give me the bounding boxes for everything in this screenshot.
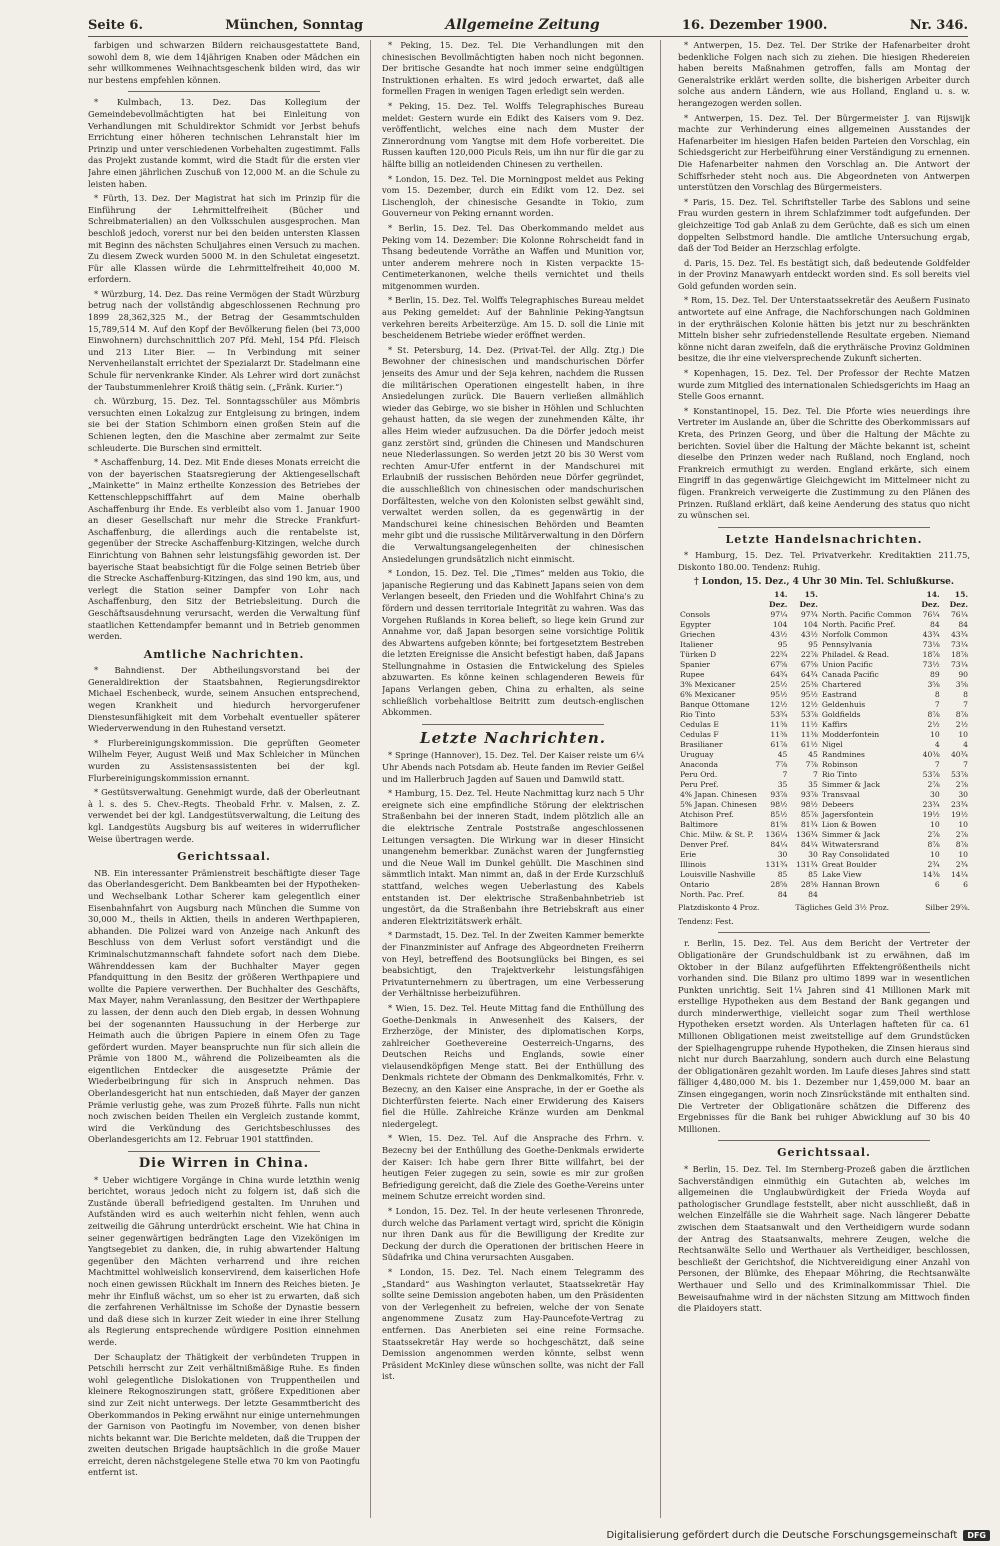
- security-name: Simmer & Jack: [821, 780, 881, 790]
- market-row: [678, 880, 970, 890]
- article: Der Schauplatz der Thätigkeit der verbündeten Truppen in Petschili herrscht zur Zeit verhältnißmäßige Ruhe. Es finden wohl gelegentliche Dislokationen von Truppentheilen und kleinere Rekognoszirungen statt, größere Expeditionen aber sind zur Zeit nicht unterwegs. Der letzte Gesammtbericht des Oberkommandos in Peking erwähnt nur einige unternehmungen der Garnison von Paotingfu im November, von denen bisher nichts bekannt war. Die Berichte meldeten, daß die Truppen der zweiten deutschen Brigade hauptsächlich in die große Mauer erreicht, deren nächstgelegene Stelle etwa 70 km von Paotingfu entfernt ist.: [88, 1351, 360, 1478]
- masthead: Allgemeine Zeitung: [445, 17, 600, 33]
- price-cell: 64¾: [800, 670, 818, 680]
- price-cell: 43¾: [922, 630, 940, 640]
- security-name: Ontario: [680, 880, 710, 890]
- market-tendency: Tendenz: Fest.: [678, 916, 734, 926]
- price-cell: 90: [958, 670, 968, 680]
- price-cell: 73¼: [950, 660, 968, 670]
- price-cell: 76¼: [922, 610, 940, 620]
- price-cell: 53⅞: [922, 770, 940, 780]
- security-name: Great Boulder: [821, 860, 877, 870]
- price-cell: 2¾: [955, 860, 968, 870]
- price-cell: 10: [958, 730, 968, 740]
- price-cell: 2½: [927, 720, 940, 730]
- market-row: [678, 750, 970, 760]
- price-cell: 43½: [770, 630, 788, 640]
- section-heading: Die Wirren in China.: [138, 1156, 310, 1172]
- market-row: [678, 640, 970, 650]
- market-row: [678, 810, 970, 820]
- price-cell: 35: [808, 780, 818, 790]
- price-cell: 2½: [955, 720, 968, 730]
- price-cell: 93⅞: [770, 790, 788, 800]
- page-number: Seite 6.: [88, 17, 143, 33]
- market-row: [678, 860, 970, 870]
- market-body: [678, 610, 970, 900]
- section-heading: Amtliche Nachrichten.: [143, 647, 305, 661]
- article: * Berlin, 15. Dez. Tel. Das Oberkommando meldet aus Peking vom 14. Dezember: Die Kolonne Rohrscheidt fand in Thsang bedeutende Vorräthe an Waffen und Munition vor, unter anderem mehrere noch in Kisten verpackte 15-Centimeterkanonen, welche theils vernichtet und theils mitgenommen wurden.: [382, 222, 644, 291]
- price-cell: 3⅝: [927, 680, 940, 690]
- price-cell: 28⅝: [770, 880, 788, 890]
- security-name: Transvaal: [821, 790, 860, 800]
- security-name: North. Pacific Pref.: [821, 620, 896, 630]
- article: * London, 15. Dez. Tel. In der heute verlesenen Thronrede, durch welche das Parlament vertagt wird, spricht die Königin nur ihren Dank aus für die Bewilligung der Kredite zur Deckung der durch die Operationen der britischen Heere in Südafrika und China verursachten Ausgaben.: [382, 1206, 644, 1263]
- market-heading: † London, 15. Dez., 4 Uhr 30 Min. Tel. Schlußkurse.: [693, 576, 954, 587]
- article: * London, 15. Dez. Tel. Nach einem Telegramm des „Standard“ aus Washington verlautet, Staatssekretär Hay sollte seine Demission angeboten haben, um den Präsidenten von der Verlegenheit zu befreien, welche der von Senate angenommene Zusatz zum Hay-Pauncefote-Vertrag zu entfernen. Das Anerbieten sei eine reine Formsache. Staatssekretär Hay werde so hochgeschätzt, daß seine Demission angenommen werden könnte, selbst wenn Präsident McKinley diese wünschen sollte, was nicht der Fall ist.: [382, 1266, 644, 1382]
- issue-number: Nr. 346.: [909, 17, 968, 33]
- section-heading: Letzte Handelsnachrichten.: [725, 532, 923, 546]
- price-cell: 95½: [770, 690, 788, 700]
- price-cell: 6: [934, 880, 940, 890]
- section-heading: Letzte Nachrichten.: [420, 728, 606, 747]
- price-cell: 22¾: [770, 650, 788, 660]
- security-name: 5% Japan. Chinesen: [680, 800, 757, 810]
- column-2: [382, 40, 644, 1520]
- security-name: Peru Ord.: [680, 770, 718, 780]
- article: * Antwerpen, 15. Dez. Tel. Der Strike der Hafenarbeiter droht bedenkliche Folgen nach sich zu ziehen. Die hiesigen Rhedereien haben bereits Maßnahmen getroffen, falls am Montag der Generalstrike erklärt werden sollte, die bisherigen Arbeiter durch solche aus andern Ländern, wie aus Holland, England u. s. w. herangezogen werden sollen.: [678, 40, 970, 108]
- price-cell: 73¼: [950, 640, 968, 650]
- separator: [128, 91, 320, 92]
- article: * Paris, 15. Dez. Tel. Schriftsteller Tarbe des Sablons und seine Frau wurden gestern in ihrem Schlafzimmer todt aufgefunden. Der gleichzeitige Tod gab Anlaß zu dem Gerüchte, daß es sich um einen doppelten Selbstmord handle. Die amtliche Untersuchung ergab, daß der Tod Beider an Herzschlag erfolgte.: [678, 196, 970, 254]
- price-cell: 8⅞: [927, 840, 940, 850]
- market-row: [678, 690, 970, 700]
- page-footer: [560, 1528, 990, 1542]
- security-name: 6% Mexicaner: [680, 690, 736, 700]
- market-row: [678, 770, 970, 780]
- price-cell: 28⅝: [800, 880, 818, 890]
- market-table: [678, 590, 970, 900]
- article: * Kopenhagen, 15. Dez. Tel. Der Professor der Rechte Matzen wurde zum Mitglied des internationalen Schiedsgerichts im Haag an Stelle Goos ernannt.: [678, 368, 970, 402]
- price-cell: 98½: [800, 800, 818, 810]
- security-name: Consols: [680, 610, 711, 620]
- market-row: [678, 720, 970, 730]
- price-cell: 40⅜: [922, 750, 940, 760]
- price-cell: 84¼: [770, 840, 788, 850]
- price-cell: 4: [963, 740, 968, 750]
- price-cell: 8⅞: [955, 840, 968, 850]
- market-row: [678, 800, 970, 810]
- market-col-header: 15. Dez.: [799, 590, 818, 610]
- price-cell: 43½: [800, 630, 818, 640]
- column-1: [88, 40, 360, 1520]
- security-name: Lake View: [821, 870, 862, 880]
- security-name: Egypter: [680, 620, 711, 630]
- price-cell: 84: [958, 620, 968, 630]
- security-name: Cedulas E: [680, 720, 719, 730]
- dfg-logo: DFG: [963, 1530, 990, 1541]
- market-row: [678, 710, 970, 720]
- price-cell: 2¾: [927, 860, 940, 870]
- market-row: [678, 780, 970, 790]
- security-name: Atchison Pref.: [680, 810, 734, 820]
- security-name: Pennsylvania: [821, 640, 873, 650]
- market-row: [678, 840, 970, 850]
- security-name: Nigel: [821, 740, 843, 750]
- price-cell: 53⅞: [800, 710, 818, 720]
- price-cell: 85½: [770, 810, 788, 820]
- security-name: Kaffirs: [821, 720, 848, 730]
- price-cell: 7: [934, 700, 940, 710]
- article: * London, 15. Dez. Tel. Die Morningpost meldet aus Peking vom 15. Dezember, durch ein Edikt vom 12. Dez. sei Lischengloh, der chinesische Gesandte in Tokio, zum Gouverneur von Peking ernannt worden.: [382, 173, 644, 219]
- article: NB. Ein interessanter Prämienstreit beschäftigte dieser Tage das Oberlandesgericht. Dem Bankbeamten bei der Hypotheken- und Wechselbank Lothar Scherer kam gelegentlich einer Eisenbahnfahrt von Augsburg nach München die Summe von 30,000 M., theils in Aktien, theils in anderen Werthpapieren, abhanden. Die Polizei ward von Anzeige nach Ankunft des Beschluss von dem Verlust sofort verständigt und die Kriminalschutzmannschaft fahndete sofort nach dem Diebe. Währenddessen kam der Buchhalter Mayer gegen Pfandquittung in den Besitz der größeren Werthpapiere und wollte die Papiere verwerthen. Der Buchhalter des Geschäfts, Max Mayer, nahm Veranlassung, den Besitzer der Werthpapiere zu lassen, der denn auch den Dieb ergab, in dessen Wohnung bei der sogenannten Haussuchung in der Herberge zur Heimath auch die übrigen Papiere in einem Ofen zu Tage gefördert wurden. Mayer beanspruchte nun für sich allein die Prämie von 1800 M., während die Polizeibeamten als die eigentlichen Entdecker die ausgesetzte Prämie der Wiederbeibringung für sich in Anspruch nehmen. Das Oberlandesgericht hat nun entschieden, daß Mayer der ganzen Prämie verlustig gehe, was zum Prozeß führte. Falls nun nicht noch zwischen beiden Theilen ein Vergleich zustande kommt, wird die Verkündung des Gerichtsbeschlusses des Oberlandesgerichts am 12. Februar 1901 stattfinden.: [88, 867, 360, 1145]
- price-cell: 7: [963, 760, 968, 770]
- price-cell: 11⅜: [770, 730, 788, 740]
- separator: [718, 1140, 930, 1141]
- price-cell: 7: [813, 770, 818, 780]
- article: * Hamburg, 15. Dez. Tel. Heute Nachmittag kurz nach 5 Uhr ereignete sich eine empfindliche Störung der elektrischen Straßenbahn bei der inneren Stadt, indem plötzlich alle an die elektrische Zentrale Poststraße angeschlossenen Leitungen versagten. Die Wirkung war in dieser Hinsicht unangenehm bemerkbar. Zunächst waren der Jungfernstieg und die Neue Wall im Dunkel gehüllt. Die Maschinen sind sämmtlich intakt. Man nimmt an, daß in der Erde Kurzschluß stattfand, welches wegen Ueberlastung des Kabels entstanden ist. Der elektrische Straßenbahnbetrieb ist ungestört, da die Straßenbahn ihre Betriebskraft aus einer anderen Elektrizitätswerk erhält.: [382, 788, 644, 926]
- price-cell: 104: [772, 620, 788, 630]
- price-cell: 84: [930, 620, 940, 630]
- article: * Peking, 15. Dez. Tel. Die Verhandlungen mit den chinesischen Bevollmächtigten haben noch nicht begonnen. Der britische Gesandte hat noch immer seine endgültigen Instruktionen erhalten. Es wird jedoch erwartet, daß alle formellen Fragen in wenigen Tagen erledigt sein werden.: [382, 40, 644, 97]
- price-cell: 73⅛: [922, 640, 940, 650]
- market-row: [678, 680, 970, 690]
- price-cell: 53⅞: [950, 770, 968, 780]
- price-cell: 18⅞: [922, 650, 940, 660]
- market-daily-money: Tägliches Geld 3½ Proz.: [795, 903, 890, 913]
- price-cell: 76¼: [950, 610, 968, 620]
- price-cell: 2⅞: [955, 830, 968, 840]
- price-cell: 19½: [950, 810, 968, 820]
- security-name: 4% Japan. Chinesen: [680, 790, 757, 800]
- price-cell: 136¾: [795, 830, 818, 840]
- article: ch. Würzburg, 15. Dez. Tel. Sonntagsschüler aus Mömbris versuchten einen Lokalzug zur Entgleisung zu bringen, indem sie bei der Station Schimborn einen großen Stein auf die Schienen legten, den die Maschine aber zermalmt zur Seite schleuderte. Die Burschen sind ermittelt.: [88, 396, 360, 453]
- price-cell: 7⅞: [775, 760, 788, 770]
- column-rule: [370, 40, 371, 1518]
- security-name: Ray Consolidated: [821, 850, 890, 860]
- security-name: Canada Pacific: [821, 670, 879, 680]
- price-cell: 45: [777, 750, 788, 760]
- price-cell: 4: [934, 740, 940, 750]
- column-3: [678, 40, 970, 1520]
- security-name: Philadel. & Read.: [821, 650, 890, 660]
- article: * St. Petersburg, 14. Dez. (Privat-Tel. der Allg. Ztg.) Die Bewohner der chinesischen und mandschurischen Dörfer jenseits des Amur und der Seja kehren, nachdem die Russen die militärischen Operationen eingestellt haben, in ihre Ansiedelungen zurück. Die Bauern verließen allmählich wieder das Gebirge, wo sie bisher in Höhlen und Schluchten gehaust hatten, da sie wegen der zunehmenden Kälte, ihr alles Heim wieder aufzusuchen. Da die Dörfer jedoch meist ganz zerstört sind, gründen die Chinesen und Mandschuren neue Niederlassungen. So werden jetzt 20 bis 30 Werst vom rechten Amur-Ufer entfernt in der Mandschurei mit Erlaubniß der russischen Behörden neue Dörfer gegründet, die ausschließlich von chinesischen oder mandschurischen Dorfältesten, welche von den Kolonisten selbst gewählt sind, verwaltet werden sollen, da es gegenwärtig in der Mandschurei keine chinesischen Behörden und Beamten mehr gibt und die russische Militärverwaltung in den Dörfern die Verwaltungsangelegenheiten der chinesischen Ansiedelungen grundsätzlich nicht einmischt.: [382, 344, 644, 564]
- article: * Bahndienst. Der Abtheilungsvorstand bei der Generaldirektion der Staatsbahnen, Regierungsdirektor Michael Eschenbeck, wurde, seinem Ansuchen entsprechend, wegen Krankheit und hiedurch hervorgerufener Dienstesunfähigkeit mit dem Vorbehalt eventueller späterer Wiederverwendung in den Ruhestand versetzt.: [88, 665, 360, 734]
- article: * Rom, 15. Dez. Tel. Der Unterstaatssekretär des Aeußern Fusinato antwortete auf eine Anfrage, die Nachforschungen nach Goldminen in der erythräischen Kolonie hätten bis jetzt nur zu beschränkten Mitteln bisher sehr zufriedenstellende Resultate ergeben. Niemand könne nicht daran zweifeln, daß die erythräische Provinz Goldminen besitze, die ihr eine vielversprechende Zukunft sicherten.: [678, 295, 970, 364]
- price-cell: [942, 890, 970, 900]
- article: * Wien, 15. Dez. Tel. Auf die Ansprache des Frhrn. v. Bezecny bei der Enthüllung des Goethe-Denkmals erwiderte der Kaiser: Ich habe gern Ihrer Bitte willfahrt, bei der heutigen Feier zugegen zu sein, sowie es mir zur großen Befriedigung gereicht, daß die Ziele des Goethe-Vereins unter meinem Schutze erreicht worden sind.: [382, 1133, 644, 1202]
- price-cell: 7: [934, 760, 940, 770]
- security-name: Banque Ottomane: [680, 700, 750, 710]
- security-name: Türken D: [680, 650, 717, 660]
- price-cell: 10: [930, 730, 940, 740]
- security-name: 3% Mexicaner: [680, 680, 736, 690]
- price-cell: 30: [958, 790, 968, 800]
- security-name: Rio Tinto: [821, 770, 857, 780]
- market-row: [678, 740, 970, 750]
- market-discount: Platzdiskonto 4 Proz.: [678, 903, 760, 913]
- market-col-header: 15. Dez.: [949, 590, 968, 610]
- price-cell: 104: [803, 620, 818, 630]
- market-row: [678, 820, 970, 830]
- price-cell: 22⅞: [800, 650, 818, 660]
- security-name: Geldenhuis: [821, 700, 866, 710]
- price-cell: 7: [782, 770, 788, 780]
- market-col-header: 14. Dez.: [769, 590, 788, 610]
- price-cell: 2⅞: [927, 830, 940, 840]
- price-cell: 7: [963, 700, 968, 710]
- price-cell: 12½: [770, 700, 788, 710]
- price-cell: 84: [777, 890, 788, 900]
- security-name: Chic. Milw. & St. P.: [680, 830, 754, 840]
- article: * Peking, 15. Dez. Tel. Wolffs Telegraphisches Bureau meldet: Gestern wurde ein Edikt des Kaisers vom 9. Dez. veröffentlicht, welches eine nach dem Muster der Zinnerordnung vom Yangtse mit dem Hofe vorbereitet. Die Russen kauften 120,000 Piculs Reis, um ihn nur für die gar zu hälfte billig an notleidenden Chinesen zu vertheilen.: [382, 100, 644, 169]
- price-cell: 19½: [922, 810, 940, 820]
- security-name: Rupee: [680, 670, 705, 680]
- security-name: North. Pacific Common: [821, 610, 912, 620]
- price-cell: 67⅝: [800, 660, 818, 670]
- security-name: Uruguay: [680, 750, 714, 760]
- price-cell: 97¾: [800, 610, 818, 620]
- article: * Berlin, 15. Dez. Tel. Wolffs Telegraphisches Bureau meldet aus Peking gemeldet: Auf der Bahnlinie Peking-Yangtsun verkehren bereits Arbeiterzüge. Am 15. D. soll die Linie mit bescheidenem Betriebe wieder eröffnet werden.: [382, 295, 644, 341]
- price-cell: 30: [777, 850, 788, 860]
- security-name: Eastrand: [821, 690, 857, 700]
- price-cell: 131¾: [795, 860, 818, 870]
- market-row: [678, 890, 970, 900]
- price-cell: 43¾: [950, 630, 968, 640]
- article: * Kulmbach, 13. Dez. Das Kollegium der Gemeindebevollmächtigten hat bei Einleitung von Verhandlungen mit Schuldirektor Schmidt vor Jerbst behufs Errichtung einer höheren technischen Lehranstalt hier im Prinzip und unter verschiedenen Vorbehalten zugestimmt. Falls das Projekt zustande kommt, wird die Stadt für die ersten vier Jahre einen jährlichen Zuschuß von 12,000 M. an die Schule zu leisten haben.: [88, 97, 360, 189]
- market-row: [678, 670, 970, 680]
- security-name: Denver Pref.: [680, 840, 729, 850]
- security-name: Modderfontein: [821, 730, 880, 740]
- price-cell: 10: [958, 820, 968, 830]
- price-cell: 61½: [800, 740, 818, 750]
- article: r. Berlin, 15. Dez. Tel. Aus dem Bericht der Vertreter der Obligationäre der Grundschuldbank ist zu erwähnen, daß im Oktober in der Bilanz aufgeführten Effektengrößentheils nicht vorhanden sind. Die Bilanz pro ultimo 1899 war in wesentlichen Punkten unrichtig. Seit 1¼ Jahren sind 41 Millionen Mark mit erstellige Hypotheken aus dem Bestand der Bank gegangen und durch minderwerthige, vielleicht sogar zum Theil werthlose Hypotheken ersetzt worden. Als Unterlagen hafteten für ca. 61 Millionen Obligationen meist zweitstellige auf dem Grundstücken der Spielhagengruppe ruhende Hypotheken, die Zinsen hieraus sind nicht nur durch Baarzahlung, sondern auch durch eine Belastung der Obligationären gezahlt worden. Im Laufe dieses Jahres sind statt fälliger 4,480,000 M. bis 1. Dezember nur 1,459,000 M. baar an Zinsen eingegangen, worin noch Zinsrückstände mit enthalten sind. Die Vertreter der Obligationäre schätzen die Differenz des Ergebnisses für die Bank bei ruhiger Abwicklung auf 30 bis 40 Millionen.: [678, 938, 970, 1134]
- price-cell: 53¾: [770, 710, 788, 720]
- article: * Flurbereinigungskommission. Die geprüften Geometer Wilhelm Feyer, August Weiß und Max Schleicher in München wurden zu Assistensassistenten bei der kgl. Flurbereinigungskommission ernannt.: [88, 737, 360, 783]
- price-cell: 95: [777, 640, 788, 650]
- price-cell: 7⅞: [805, 760, 818, 770]
- article: * Springe (Hannover), 15. Dez. Tel. Der Kaiser reiste um 6¼ Uhr Abends nach Potsdam ab. Heute fanden im Revier Geißel und im Hallerbruch Jagden auf Sauen und Damwild statt.: [382, 750, 644, 784]
- price-cell: 84¼: [800, 840, 818, 850]
- article: * Antwerpen, 15. Dez. Tel. Der Bürgermeister J. van Rijswijk machte zur Verhinderung eines allgemeinen Ausstandes der Hafenarbeiter im hiesigen Hafen beiden Parteien den Vorschlag, ein Schiedsgericht zur Herbeiführung einer Verständigung zu ernennen. Die Hafenarbeiter nahmen den Vorschlag an. Die Antwort der Schiffsrheder steht noch aus. Die Abgeordneten von Antwerpen unterstützen den Vorschlag des Bürgermeisters.: [678, 112, 970, 193]
- security-name: Italiener: [680, 640, 713, 650]
- price-cell: 136¼: [765, 830, 788, 840]
- security-name: Anaconda: [680, 760, 719, 770]
- article: * Berlin, 15. Dez. Tel. Im Sternberg-Prozeß gaben die ärztlichen Sachverständigen einmüthig ein Gutachten ab, welches im allgemeinen die Unglaubwürdigkeit der Frieda Woyda auf pathologischer Grundlage feststellt, aber nicht ausschließt, daß in welchen Einzelfälle sie die Wahrheit sage. Nach längerer Debatte zwischen dem Staatsanwalt und den Vertheidigern wurde sodann der Antrag des Staatsanwalts, mehrere Zeugen, welche die Rechtsanwälte Sello und Werthauer als Vertheidiger, beschlossen, beschließt der Gerichtshof, die Nichtvereidigung einer Anzahl von Personen, der Blümke, des Ehepaar Möhring, die Rechtsanwälte Werthauer und Sello und des Kriminalkommissar Thiel. Die Beweisaufnahme wird in der nächsten Sitzung am Mittwoch finden die Plaidoyers statt.: [678, 1164, 970, 1314]
- price-cell: 95½: [800, 690, 818, 700]
- price-cell: 2⅞: [955, 780, 968, 790]
- price-cell: 23¾: [950, 800, 968, 810]
- market-header-row: [678, 590, 970, 610]
- article: d. Paris, 15. Dez. Tel. Es bestätigt sich, daß bedeutende Goldfelder in der Provinz Manawyarh entdeckt worden sind. Es soll bereits viel Gold gefunden worden sein.: [678, 257, 970, 291]
- market-footer: [678, 902, 970, 914]
- security-name: Debeers: [821, 800, 854, 810]
- market-row: [678, 760, 970, 770]
- price-cell: 85: [777, 870, 788, 880]
- price-cell: 89: [930, 670, 940, 680]
- price-cell: 81¾: [800, 820, 818, 830]
- market-silver: Silber 29⅝.: [925, 903, 970, 913]
- price-cell: 73½: [922, 660, 940, 670]
- article: * Darmstadt, 15. Dez. Tel. In der Zweiten Kammer bemerkte der Finanzminister auf Anfrage des Abgeordneten Freiherrn von Heyl, betreffend des Bootsunglücks bei Bingen, es sei beabsichtigt, den Trajektverkehr leistungsfähigen Privatunternehmern zu übertragen, um eine Verbesserung der Verhältnisse herbeizuführen.: [382, 930, 644, 999]
- price-cell: 3⅝: [955, 680, 968, 690]
- price-cell: 35: [777, 780, 788, 790]
- column-rule: [660, 40, 661, 1518]
- article: * Wien, 15. Dez. Tel. Heute Mittag fand die Enthüllung des Goethe-Denkmals in Anwesenheit des Kaisers, der Erzherzöge, der Minister, des diplomatischen Korps, zahlreicher Goethevereine Oesterreich-Ungarns, des Deutschen Reichs und Englands, sowie einer vielausendköpfigen Menge statt. Bei der Enthüllung des Denkmals richtete der Obmann des Denkmalkomités, Frhr. v. Bezecny, an den Kaiser eine Ansprache, in der er Goethe als Dichterfürsten feierte. Nach einer Erwiderung des Kaisers fiel die Hülle. Zahlreiche Kränze wurden am Denkmal niedergelegt.: [382, 1002, 644, 1129]
- article: * Hamburg, 15. Dez. Tel. Privatverkehr. Kreditaktien 211.75, Diskonto 180.00. Tendenz: Ruhig.: [678, 550, 970, 572]
- issue-date: 16. Dezember 1900.: [681, 17, 828, 33]
- security-name: Hannan Brown: [821, 880, 880, 890]
- security-name: Rio Tinto: [680, 710, 716, 720]
- security-name: Lion & Bowen: [821, 820, 877, 830]
- price-cell: 12½: [800, 700, 818, 710]
- market-row: [678, 700, 970, 710]
- market-row: [678, 830, 970, 840]
- price-cell: 11⅜: [770, 720, 788, 730]
- price-cell: 25½: [770, 680, 788, 690]
- security-name: Goldfields: [821, 710, 861, 720]
- price-cell: 97¼: [770, 610, 788, 620]
- market-row: [678, 730, 970, 740]
- price-cell: 131¾: [765, 860, 788, 870]
- price-cell: 23¾: [922, 800, 940, 810]
- price-cell: 25⅜: [800, 680, 818, 690]
- security-name: Illinois: [680, 860, 707, 870]
- price-cell: 40¾: [950, 750, 968, 760]
- page-header: [88, 14, 968, 37]
- price-cell: 95: [808, 640, 818, 650]
- price-cell: 10: [930, 820, 940, 830]
- separator: [422, 724, 604, 725]
- security-name: Simmer & Jack: [821, 830, 881, 840]
- price-cell: 8⅞: [927, 710, 940, 720]
- security-name: Baltimore: [680, 820, 718, 830]
- market-row: [678, 630, 970, 640]
- price-cell: [913, 890, 941, 900]
- security-name: Peru Pref.: [680, 780, 719, 790]
- price-cell: 8: [963, 690, 968, 700]
- price-cell: 18⅞: [950, 650, 968, 660]
- price-cell: 84: [808, 890, 818, 900]
- price-cell: 67⅝: [770, 660, 788, 670]
- article: * Gestütsverwaltung. Genehmigt wurde, daß der Oberleutnant à l. s. des 5. Chev.-Regts. Theobald Frhr. v. Malsen, z. Z. verwendet bei der kgl. Landgestütsverwaltung, die Leitung des kgl. Landgestüts Augsburg bis auf weiteres in widerruflicher Weise übertragen werde.: [88, 787, 360, 844]
- security-name: [820, 890, 914, 900]
- market-row: [678, 870, 970, 880]
- security-name: Louisville Nashville: [680, 870, 756, 880]
- price-cell: 30: [808, 850, 818, 860]
- section-heading: Gerichtssaal.: [177, 850, 271, 864]
- market-row: [678, 620, 970, 630]
- separator: [718, 527, 930, 528]
- security-name: Erie: [680, 850, 697, 860]
- price-cell: 61⅞: [770, 740, 788, 750]
- market-row: [678, 650, 970, 660]
- price-cell: 6: [963, 880, 968, 890]
- market-row: [678, 610, 970, 620]
- market-row: [678, 790, 970, 800]
- security-name: Griechen: [680, 630, 716, 640]
- price-cell: 93⅞: [800, 790, 818, 800]
- security-name: Union Pacific: [821, 660, 873, 670]
- price-cell: 81⅝: [770, 820, 788, 830]
- section-heading: Gerichtssaal.: [777, 1146, 871, 1160]
- article: * London, 15. Dez. Tel. Die „Times“ melden aus Tokio, die japanische Regierung und das Kabinett Japans seien von dem Verlangen beseelt, den Frieden und die Wohlfahrt China's zu fördern und dessen territoriale Integrität zu wahren. Was das Vorgehen Rußlands in Korea belieft, so liege kein Grund zur Annahme vor, daß Japan besorgen seine vorsichtige Politik des Abwartens aufgeben könnte; bei fortgesetztem Bestreben die letzten Ereignisse die Ansicht befestigt haben, daß Japans Stellungnahme in Ostasien die Entwickelung des Spieles abzuwarten. Es könne keinen schlagenderen Beweis für Japans Verlangen geben, China zu erhalten, als seine schließlich vorbehaltlose Beitritt zum deutsch-englischen Abkommen.: [382, 568, 644, 718]
- separator: [128, 1151, 320, 1152]
- price-cell: 14⅜: [922, 870, 940, 880]
- security-name: Cedulas F: [680, 730, 719, 740]
- price-cell: 30: [930, 790, 940, 800]
- market-row: [678, 850, 970, 860]
- price-cell: 11½: [800, 720, 818, 730]
- price-cell: 8⅞: [955, 710, 968, 720]
- security-name: Brasilianer: [680, 740, 723, 750]
- market-col-header: 14. Dez.: [921, 590, 940, 610]
- price-cell: 11⅜: [800, 730, 818, 740]
- article: * Fürth, 13. Dez. Der Magistrat hat sich im Prinzip für die Einführung der Lehrmittelfreiheit (Bücher und Schreibmaterialien) an den Volksschulen ausgesprochen. Man beschloß jedoch, vorerst nur bei den beiden untersten Klassen mit Beginn des nächsten Schuljahres einen Versuch zu machen. Zu diesem Zweck wurden 5000 M. in den Schuletat eingesetzt. Für alle Klassen würde die Lehrmittelfreiheit 40,000 M. erfordern.: [88, 193, 360, 285]
- price-cell: 85: [808, 870, 818, 880]
- security-name: Spanier: [680, 660, 711, 670]
- place-day: München, Sonntag: [225, 17, 364, 33]
- price-cell: 14¼: [950, 870, 968, 880]
- security-name: Robinson: [821, 760, 858, 770]
- price-cell: 8: [934, 690, 940, 700]
- price-cell: 98½: [770, 800, 788, 810]
- security-name: Jagersfontein: [821, 810, 874, 820]
- article: * Würzburg, 14. Dez. Das reine Vermögen der Stadt Würzburg betrug nach der vollständig abgeschlossenen Rechnung pro 1899 28,362,325 M., der Betrag der Gesammtschulden 15,789,514 M. Auf den Kopf der Bevölkerung fielen (bei 73,000 Einwohnern) durchschnittlich 207 Pfd. Mehl, 154 Pfd. Fleisch und 213 Liter Bier. — In Verbindung mit seiner Nervenheilanstalt errichtet der Spezialarzt Dr. Stadelmann eine Schule für nervenkranke Kinder. Als Lehrer wird dort zunächst der Taubstummenlehrer Kroiß thätig sein. („Fränk. Kurier.“): [88, 288, 360, 392]
- security-name: North. Pac. Pref.: [680, 890, 745, 900]
- security-name: Randmines: [821, 750, 865, 760]
- price-cell: 2⅞: [927, 780, 940, 790]
- security-name: Chartered: [821, 680, 862, 690]
- security-name: Witwatersrand: [821, 840, 880, 850]
- price-cell: 64¾: [770, 670, 788, 680]
- article: * Konstantinopel, 15. Dez. Tel. Die Pforte wies neuerdings ihre Vertreter im Auslande an, über die Schritte des Oberkommissars auf Kreta, des Prinzen Georg, und über die Haltung der Mächte zu berichten. Soviel über die Haltung der Mächte bekannt ist, scheint dieselbe den Prinzen weder nach Rußland, noch England, noch Frankreich ermuthigt zu werden. England erkärte, sich einem Eingriff in das gegenwärtige Gleichgewicht im Mittelmeer nicht zu fügen. Frankreich verweigerte die Zustimmung zu den Plänen des Prinzen. Rußland erklärt, daß keine Aenderung des status quo nicht zu wünschen sei.: [678, 405, 970, 521]
- price-cell: 45: [808, 750, 818, 760]
- footer-text: Digitalisierung gefördert durch die Deutsche Forschungsgemeinschaft: [606, 1529, 958, 1541]
- price-cell: 10: [958, 850, 968, 860]
- security-name: Norfolk Common: [821, 630, 888, 640]
- article: * Ueber wichtigere Vorgänge in China wurde letzthin wenig berichtet, woraus jedoch nicht zu folgern ist, daß sich die Zustände überall befriedigend gestalten. Im Unruhen und Aufständen wird es auch weiterhin nicht fehlen, wenn auch zeitweilig die Gährung unterdrückt erscheint. Wie hat China in seiner gegenwärtigen bedrängten Lage den Vizekönigen im Yangtsegebiet zu danken, die, in ruhig abwartender Haltung gegenüber den Mächten verharrend und ihre reichen Machtmittel wohlweislich konservirend, dem kaiserlichen Hofe noch einen gewissen Rückhalt im Innern des Reiches bieten. Je mehr ihr Einfluß wächst, um so eher ist zu erwarten, daß sich die zerfahrenen Verhältnisse im Schoße der Dynastie bessern und daß diese sich in kurzer Zeit wieder in eine ihrer Stellung als Regierung entsprechende würdigere Position einnehmen werde.: [88, 1174, 360, 1347]
- price-cell: 85⅞: [800, 810, 818, 820]
- separator: [718, 932, 930, 933]
- article: * Aschaffenburg, 14. Dez. Mit Ende dieses Monats erreicht die von der bayerischen Staatsregierung der Aktiengesellschaft „Mainkette“ in Mainz ertheilte Konzession des Betriebes der Kettenschleppschifffahrt auf dem Maine oberhalb Aschaffenburg ihr Ende. Es verbleibt also vom 1. Januar 1900 an dieser Gesellschaft nur mehr die Strecke Frankfurt-Aschaffenburg, die allerdings auch die rentabelste ist, gegenüber der Strecke Aschaffenburg-Kitzingen, welche durch Einrichtung von Bahnen sehr leistungsfähig geworden ist. Der bayerische Staat beabsichtigt für die Folge seinen Betrieb über die Strecke Aschaffenburg-Kitzingen, das sind 190 km, aus, und verlegt die Station seiner Dampfer von Lohr nach Aschaffenburg, den Sitz der Betriebsleitung. Durch die Geschäftsausdehnung verursacht, werden die Verwaltung fünf staatlichen Kettendampfer bemannt und in Betrieb genommen werden.: [88, 457, 360, 642]
- price-cell: 10: [930, 850, 940, 860]
- article: farbigen und schwarzen Bildern reichausgestattete Band, sowohl dem 8, wie dem 14jährigen Knaben oder Mädchen ein sehr willkommenes Weihnachtsgeschenk bilden wird, das wir nur bestens empfehlen können.: [88, 40, 360, 85]
- market-row: [678, 660, 970, 670]
